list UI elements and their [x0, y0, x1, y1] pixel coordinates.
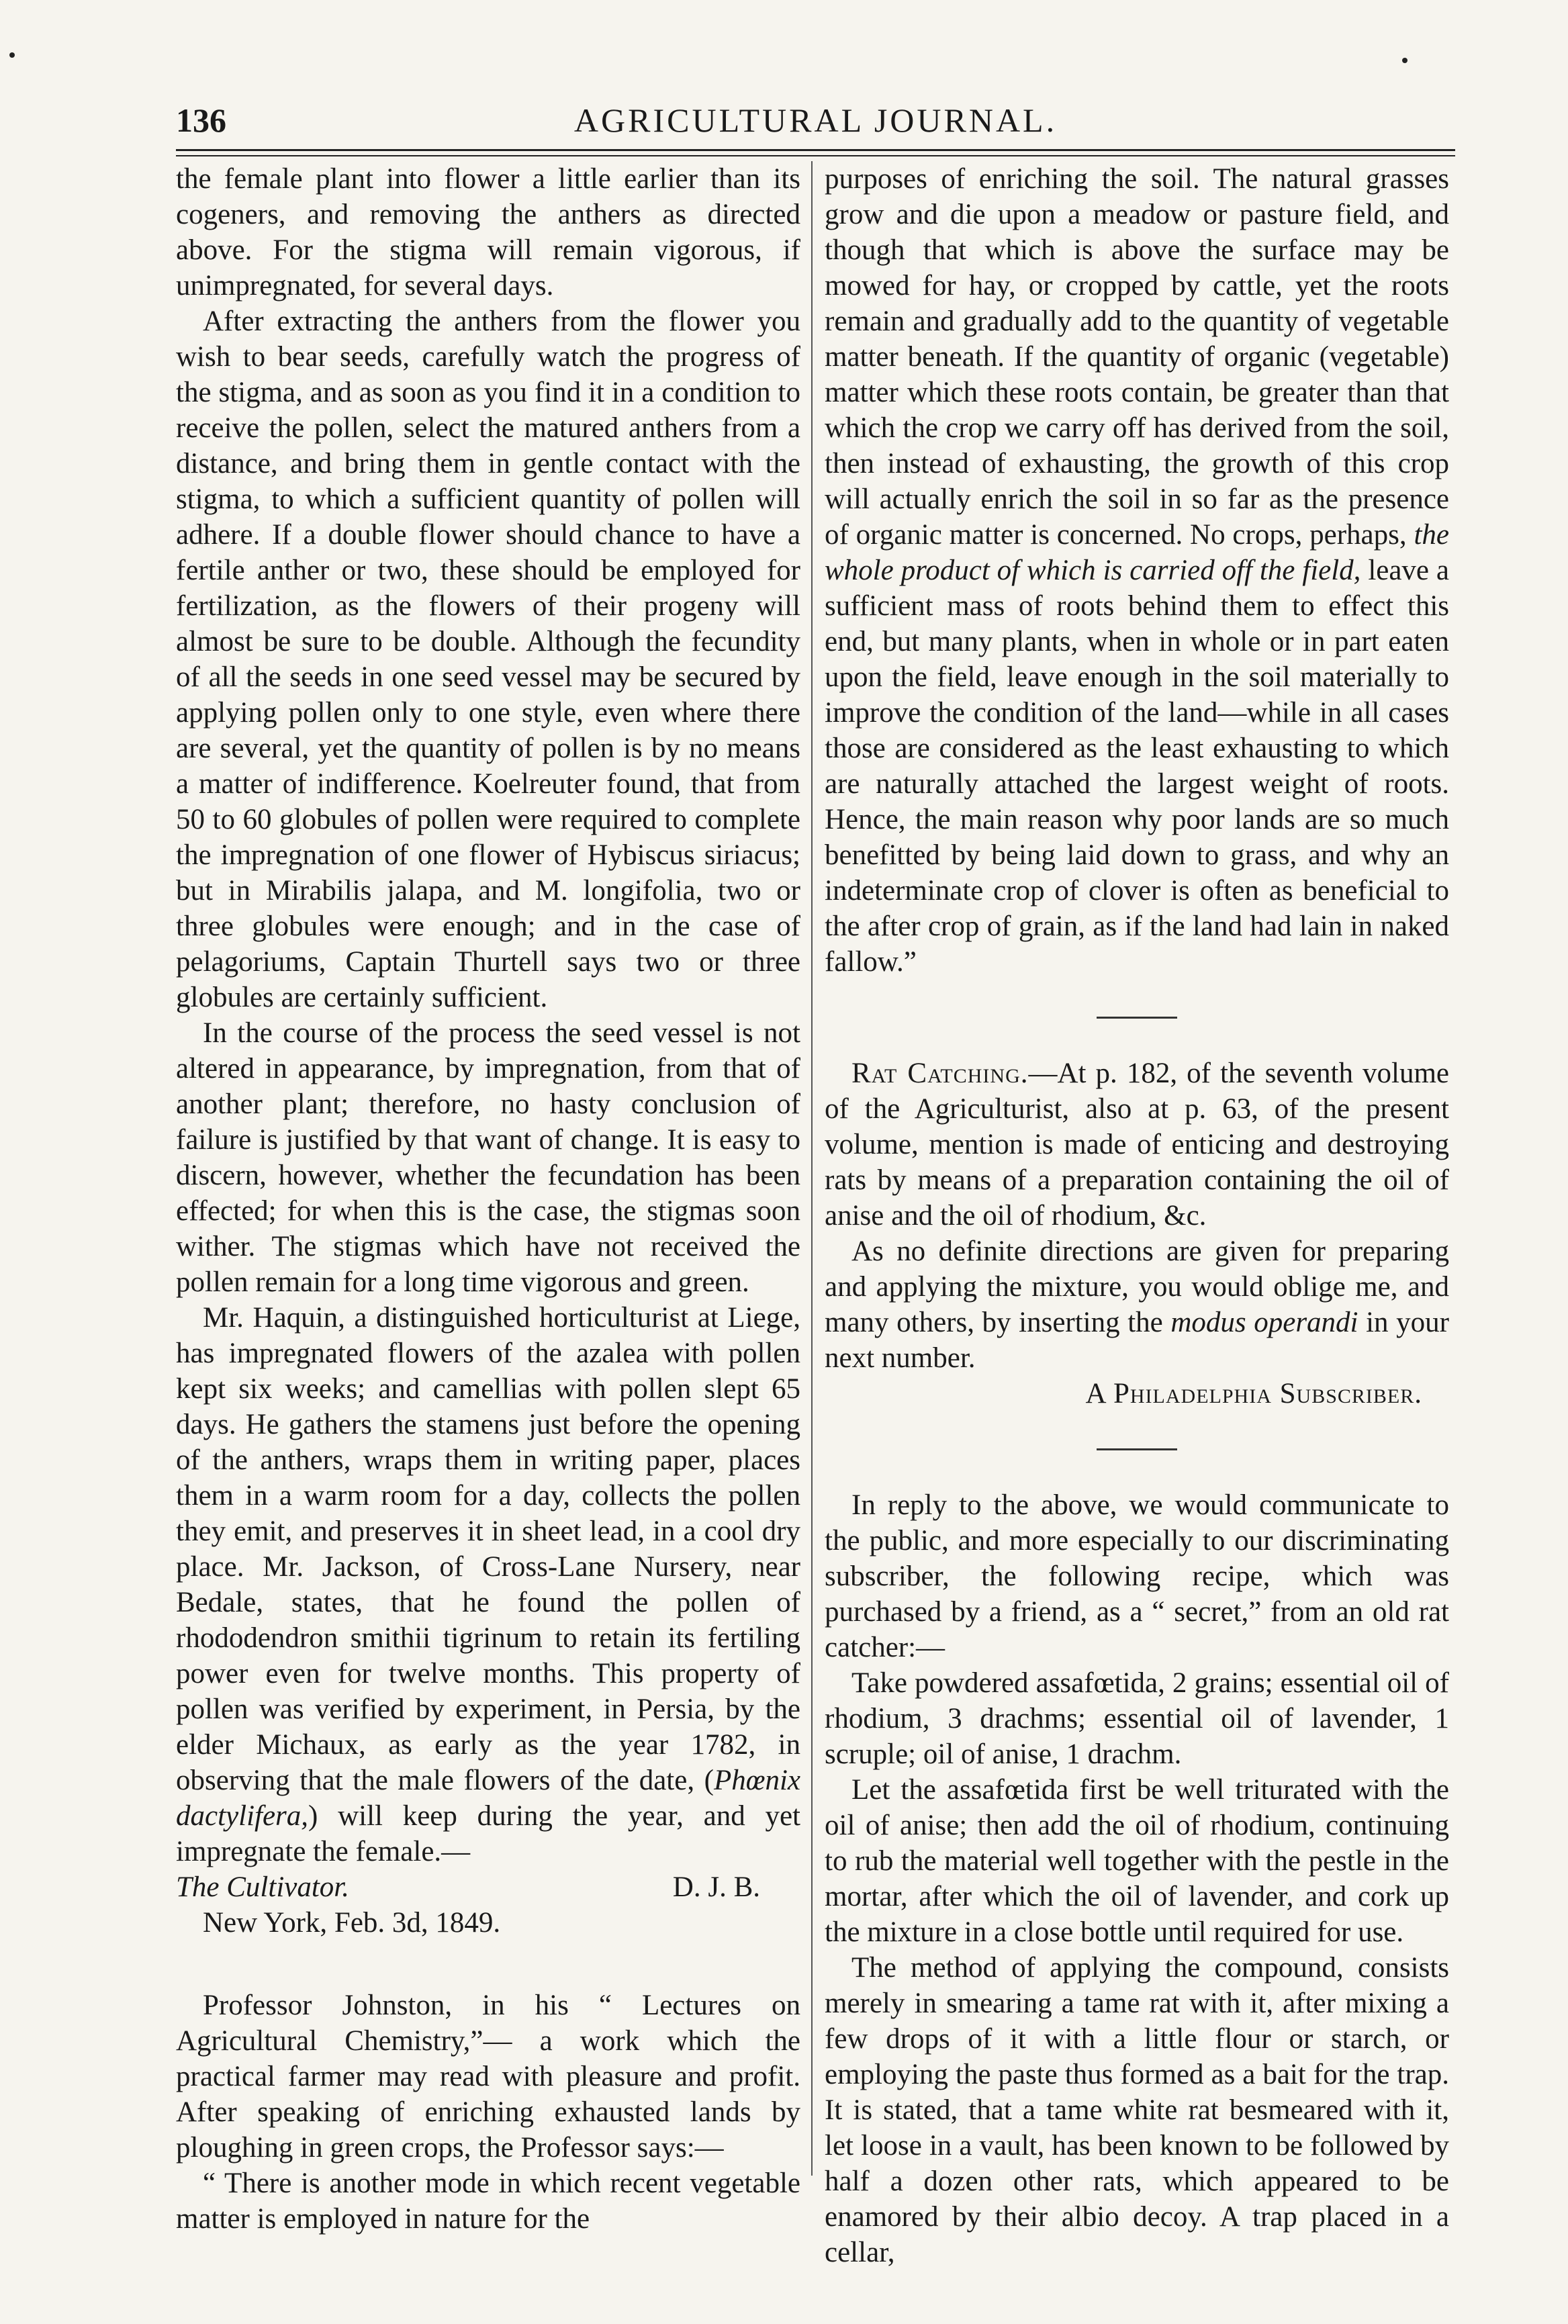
left-paragraph-1: the female plant into flower a little earlier than its cogeners, and removing the anthers as directed above. For the stigma will remain vigorous, if unimpregnated, for several days. — [176, 163, 800, 301]
column-divider — [811, 161, 813, 2176]
dateline: New York, Feb. 3d, 1849. — [203, 1907, 501, 1939]
right-p1-italic: the whole product of which is carried off the field, — [825, 519, 1449, 586]
rat-request-text-a: As no definite directions are given for preparing and applying the mixture, you would oblige me, and many others, by inserting the — [825, 1236, 1449, 1338]
left-p4-text-b: ) will keep during the year, and yet impregnate the female.— — [176, 1800, 800, 1867]
header-rule — [176, 149, 1455, 156]
left-paragraph-3: In the course of the process the seed vessel is not altered in appearance, by impregnation, from that of another plant; therefore, no hasty conclusion of failure is justified by that want of change. It is easy to discern, however, whether the fecundation has been effected; for when this is the case, the stigmas soon wither. The stigmas which have not received the pollen remain for a long time vigorous and green. — [176, 1017, 800, 1298]
subscriber-signature: A Philadelphia Subscriber. — [1085, 1378, 1422, 1409]
rat-request-text-b: in your next number. — [825, 1307, 1449, 1374]
journal-title: AGRICULTURAL JOURNAL. — [573, 101, 1058, 139]
reply-paragraph-2: Take powdered assafœtida, 2 grains; essential oil of rhodium, 3 drachms; essential oil of lavender, 1 scruple; oil of anise, 1 drachm. — [825, 1667, 1449, 1770]
rat-catching-heading: Rat Catching. — [851, 1058, 1029, 1089]
left-column — [176, 161, 800, 2235]
left-paragraph-6: “ There is another mode in which recent vegetable matter is employed in nature for the — [176, 2168, 800, 2235]
right-paragraph-1 — [825, 161, 1449, 980]
right-p1-text-a: purposes of enriching the soil. The natural grasses grow and die upon a meadow or pasture field, and though that which is above the surface may be mowed for hay, or cropped by cattle, yet the roots remain and gradually add to the quantity of vegetable matter beneath. If the quantity of organic (vegetable) matter which these roots contain, be greater than that which the crop we carry off has derived from the soil, then instead of exhausting, the growth of this crop will actually enrich the soil in so far as the presence of organic matter is concerned. No crops, perhaps, — [825, 163, 1449, 551]
left-p4-italic: Phœnix dactylifera, — [176, 1765, 800, 1832]
right-p1-text-b: leave a sufficient mass of roots behind them to effect this end, but many plants, when in whole or in part eaten upon the field, leave enough in the soil materially to improve the condition of the land—while in all cases those are considered as the least exhausting to which are naturally attached the largest weight of roots. Hence, the main reason why poor lands are so much benefitted by being laid down to grass, and why an indeterminate crop of clover is often as beneficial to the after crop of grain, as if the land had lain in naked fallow.” — [825, 555, 1449, 978]
author-initials: D. J. B. — [672, 1871, 760, 1903]
left-p4-text-a: Mr. Haquin, a distinguished horticulturist at Liege, has impregnated flowers of the azalea with pollen kept six weeks; and camellias with pollen slept 65 days. He gathers the stamens just before the opening of the anthers, wraps them in writing paper, places them in a warm room for a day, collects the pollen they emit, and preserves it in sheet lead, in a cool dry place. Mr. Jackson, of Cross-Lane Nursery, near Bedale, states, that he found the pollen of rhododendron smithii tigrinum to retain its fertiling power even for twelve months. This property of pollen was verified by experiment, in Persia, by the elder Michaux, as early as the year 1782, in observing that the male flowers of the date, ( — [176, 1302, 800, 1796]
section-divider-1 — [1097, 1017, 1177, 1019]
rat-request-italic: modus operandi — [1170, 1307, 1358, 1338]
rat-request-paragraph — [825, 1234, 1449, 1376]
left-paragraph-5: Professor Johnston, in his “ Lectures on Agricultural Chemistry,”— a work which the practical farmer may read with pleasure and profit. After speaking of enriching exhausted lands by ploughing in green crops, the Professor says:— — [176, 1990, 800, 2164]
reply-paragraph-3: Let the assafœtida first be well triturated with the oil of anise; then add the oil of rhodium, continuing to rub the material well together with the pestle in the mortar, after which the oil of lavender, and cork up the mixture in a close bottle until required for use. — [825, 1774, 1449, 1948]
reply-paragraph-1: In reply to the above, we would communicate to the public, and more especially to our discriminating subscriber, the following recipe, which was purchased by a friend, as a “ secret,” from an old rat catcher:— — [825, 1489, 1449, 1663]
cultivator-attribution — [176, 1869, 800, 1905]
print-speck — [9, 52, 15, 58]
left-paragraph-2: After extracting the anthers from the flower you wish to bear seeds, carefully watch the progress of the stigma, and as soon as you find it in a condition to receive the pollen, select the matured anthers from a distance, and bring them in gentle contact with the stigma, to which a sufficient quantity of pollen will adhere. If a double flower should chance to have a fertile anther or two, these should be employed for fertilization, as the flowers of their progeny will almost be sure to be double. Although the fecundity of all the seeds in one seed vessel may be secured by applying pollen only to one style, even where there are several, yet the quantity of pollen is by no means a matter of indifference. Koelreuter found, that from 50 to 60 globules of pollen were required to complete the impregnation of one flower of Hybiscus siriacus; but in Mirabilis jalapa, and M. longifolia, two or three globules were enough; and in the case of pelagoriums, Captain Thurtell says two or three globules are certainly sufficient. — [176, 306, 800, 1013]
page-header — [176, 101, 1455, 148]
print-speck — [1402, 58, 1408, 63]
page-number: 136 — [176, 101, 226, 139]
section-divider-2 — [1097, 1448, 1177, 1450]
right-column — [825, 161, 1450, 2268]
rat-catching-paragraph — [825, 1056, 1449, 1234]
rat-catching-text: —At p. 182, of the seventh volume of the Agriculturist, also at p. 63, of the present volume, mention is made of enticing and destroying rats by means of a preparation containing the oil of anise and the oil of rhodium, &c. — [825, 1058, 1450, 1231]
source-name: The Cultivator. — [176, 1871, 350, 1903]
reply-paragraph-4: The method of applying the compound, consists merely in smearing a tame rat with it, after mixing a few drops of it with a little flour or starch, or employing the paste thus formed as a bait for the trap. It is stated, that a tame white rat besmeared with it, let loose in a vault, has been known to be followed by half a dozen other rats, which appeared to be enamored by their albio decoy. A trap placed in a cellar, — [825, 1952, 1449, 2268]
left-paragraph-4 — [176, 1300, 800, 1869]
